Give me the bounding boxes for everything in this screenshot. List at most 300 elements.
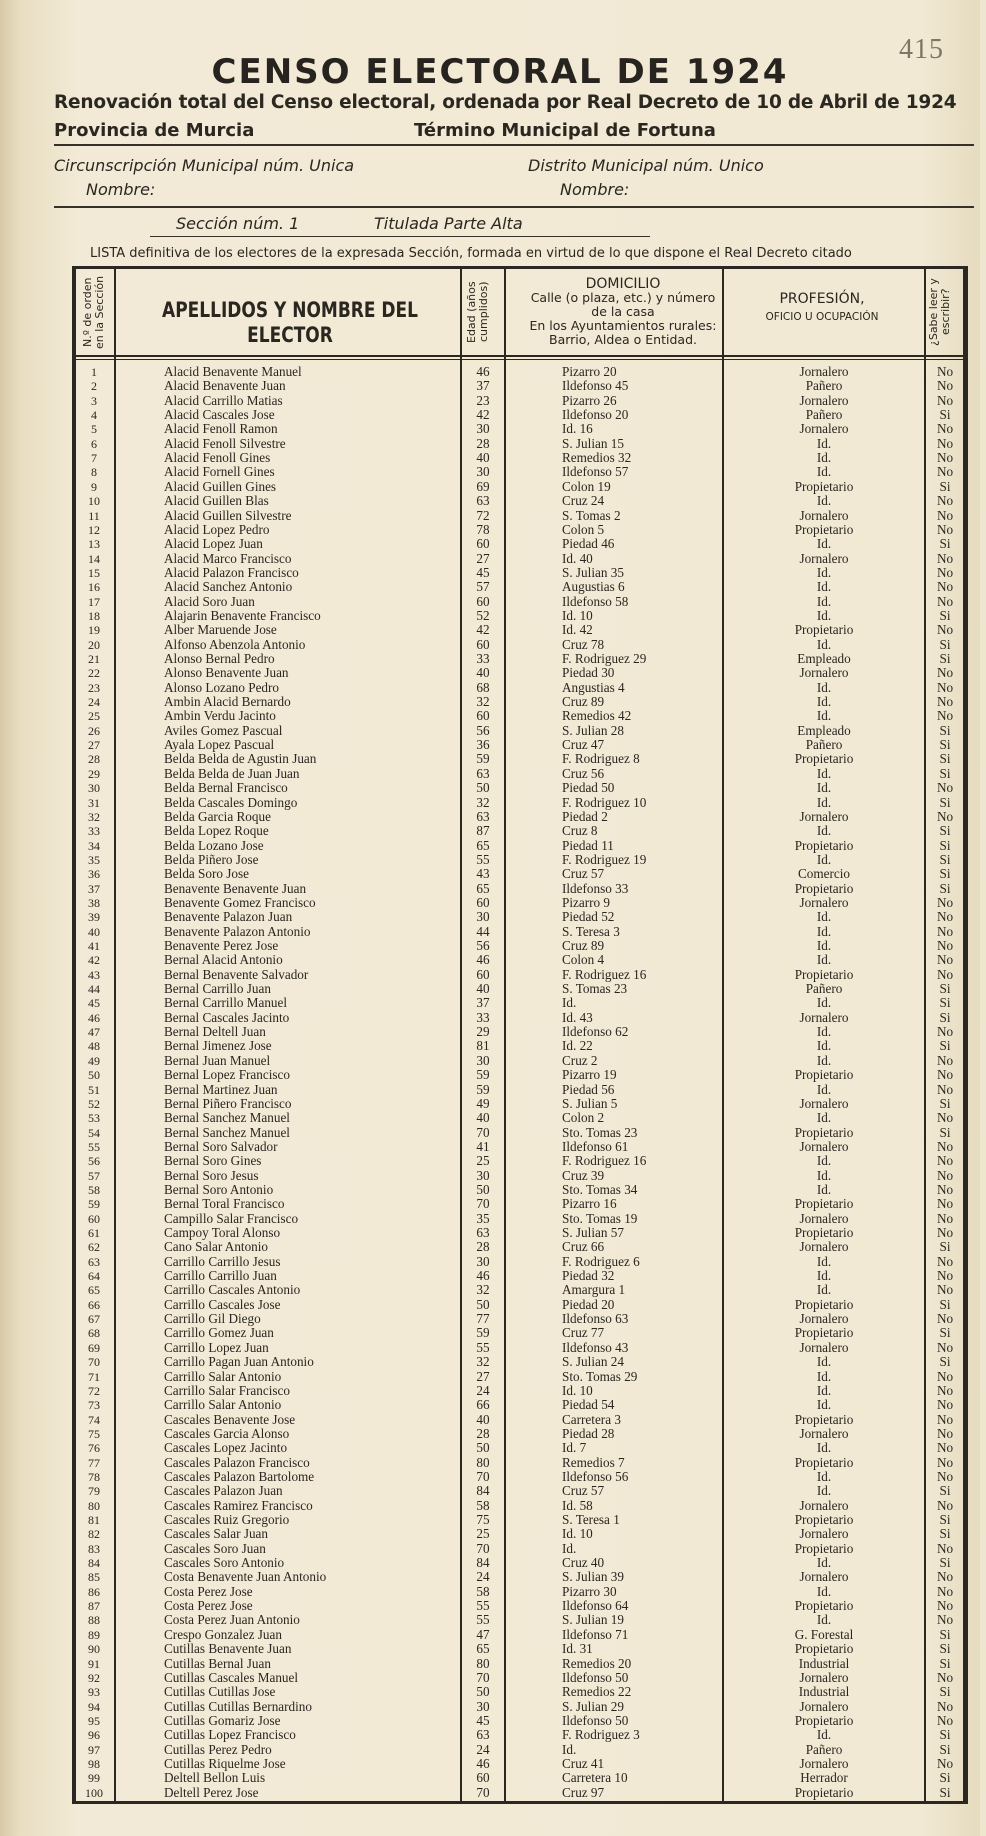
row-number: 29 [88,766,100,781]
table-row [76,1628,963,1642]
row-number: 59 [88,1197,100,1212]
row-number: 33 [88,824,100,839]
row-number: 13 [88,537,100,552]
elector-domicilio: F. Rodriguez 8 [562,751,640,767]
table-row [76,1427,963,1441]
table-row [76,1585,963,1599]
row-number: 17 [88,594,100,609]
elector-age: 32 [476,1282,490,1298]
elector-domicilio: S. Julian 57 [562,1225,624,1240]
table-row [76,953,963,967]
elector-sabe-leer: No [936,521,954,537]
elector-name: Carrillo Salar Antonio [164,1397,282,1413]
elector-age: 60 [476,966,490,982]
elector-profesion: Industrial [798,1684,850,1700]
header-domicilio-title: DOMICILIO [585,276,661,292]
elector-age: 45 [476,564,490,580]
elector-age: 36 [476,737,490,753]
elector-sabe-leer: No [936,1440,954,1456]
row-number: 42 [88,953,100,968]
elector-domicilio: Cruz 57 [562,1483,605,1499]
elector-name: Bernal Jimenez Jose [164,1038,272,1054]
table-row [76,1771,963,1785]
divider [150,236,650,237]
table-row [76,1613,963,1627]
table-row [76,910,963,924]
elector-age: 25 [476,1153,490,1169]
elector-name: Cutillas Perez Pedro [164,1741,272,1757]
row-number: 85 [88,1570,100,1585]
elector-domicilio: Cruz 39 [562,1167,605,1183]
elector-sabe-leer: Si [939,1641,951,1657]
elector-name: Carrillo Cascales Antonio [164,1282,301,1298]
elector-age: 70 [476,1669,490,1685]
row-number: 5 [91,422,97,437]
elector-domicilio: Cruz 41 [562,1755,605,1771]
elector-age: 77 [476,1311,490,1327]
elector-domicilio: Sto. Tomas 29 [562,1368,638,1384]
elector-name: Bernal Lopez Francisco [164,1067,290,1083]
elector-profesion: Id. [816,1727,832,1743]
elector-age: 55 [476,851,490,867]
elector-profesion: Propietario [794,1225,854,1240]
elector-domicilio: Sto. Tomas 19 [562,1210,638,1226]
elector-profesion: Jornalero [799,1009,849,1025]
elector-profesion: Id. [816,579,832,595]
elector-domicilio: F. Rodriguez 3 [562,1727,640,1743]
row-number: 69 [88,1340,100,1355]
row-number: 25 [88,709,100,724]
elector-domicilio: F. Rodriguez 16 [562,966,647,982]
elector-domicilio: Id. 58 [562,1497,593,1513]
elector-age: 72 [476,507,490,523]
table-row [76,1039,963,1053]
elector-profesion: Id. [816,995,832,1011]
row-number: 89 [88,1627,100,1642]
elector-name: Carrillo Carrillo Jesus [164,1253,281,1269]
elector-profesion: Id. [816,780,832,796]
row-number: 66 [88,1297,100,1312]
row-number: 38 [88,895,100,910]
row-number: 9 [91,479,97,494]
elector-age: 40 [476,1411,490,1427]
elector-name: Alacid Cascales Jose [164,407,275,423]
elector-domicilio: Sto. Tomas 23 [562,1124,638,1140]
elector-sabe-leer: No [936,364,954,379]
elector-name: Bernal Cascales Jacinto [164,1009,290,1025]
elector-age: 87 [476,823,490,839]
row-number: 73 [88,1398,100,1413]
row-number: 2 [91,379,97,394]
elector-profesion: Id. [816,536,832,552]
elector-domicilio: Piedad 46 [562,536,615,552]
province-line [54,120,974,146]
provincia: Provincia de Murcia [54,120,255,141]
elector-domicilio: S. Julian 19 [562,1612,624,1628]
elector-age: 37 [476,995,490,1011]
table-row [76,1212,963,1226]
elector-domicilio: Id. 43 [562,1009,593,1025]
elector-profesion: Jornalero [799,894,849,910]
row-number: 55 [88,1139,100,1154]
elector-age: 63 [476,808,490,824]
row-number: 3 [91,393,97,408]
elector-domicilio: Ildefonso 50 [562,1712,629,1728]
elector-domicilio: Cruz 57 [562,866,605,882]
elector-domicilio: Remedios 20 [562,1655,632,1671]
elector-domicilio: Ildefonso 64 [562,1598,629,1614]
elector-name: Aviles Gomez Pascual [164,722,283,738]
table-row [76,1197,963,1211]
table-row [76,1456,963,1470]
elector-profesion: Propietario [794,521,854,537]
elector-age: 57 [476,579,490,595]
table-row [76,853,963,867]
elector-sabe-leer: Si [939,1483,951,1499]
elector-domicilio: Id. [562,995,577,1011]
table-row [76,652,963,666]
elector-domicilio: Cruz 56 [562,765,605,781]
row-number: 67 [88,1312,100,1327]
table-row [76,1326,963,1340]
elector-sabe-leer: Si [939,981,951,997]
elector-name: Alacid Lopez Juan [164,536,263,552]
header-domicilio-sub: Calle (o plaza, etc.) y número de la casa [530,290,716,319]
table-row [76,1025,963,1039]
elector-sabe-leer: No [936,493,954,509]
elector-domicilio: Ildefonso 50 [562,1669,629,1685]
row-number: 50 [88,1068,100,1083]
elector-sabe-leer: No [936,1712,954,1728]
elector-name: Belda Piñero Jose [164,851,259,867]
elector-domicilio: Id. 7 [562,1440,587,1456]
elector-name: Bernal Soro Gines [164,1153,262,1169]
table-row [76,1384,963,1398]
elector-profesion: Propietario [794,880,854,896]
elector-domicilio: Cruz 89 [562,694,605,710]
table-row [76,839,963,853]
elector-domicilio: Colon 2 [562,1110,605,1126]
row-number: 51 [88,1082,100,1097]
elector-sabe-leer: No [936,1669,954,1685]
elector-sabe-leer: Si [939,1526,951,1542]
elector-sabe-leer: Si [939,851,951,867]
elector-profesion: Id. [816,923,832,939]
elector-age: 59 [476,1325,490,1341]
elector-sabe-leer: No [936,679,954,695]
titulada: Titulada Parte Alta [374,214,523,233]
elector-name: Bernal Juan Manuel [164,1052,271,1068]
elector-domicilio: Ildefonso 43 [562,1339,629,1355]
elector-profesion: Id. [816,1440,832,1456]
elector-domicilio: Cruz 2 [562,1052,598,1068]
elector-sabe-leer: No [936,1067,954,1083]
elector-sabe-leer: No [936,708,954,724]
elector-domicilio: Id. 31 [562,1641,593,1657]
row-number: 95 [88,1713,100,1728]
row-number: 21 [88,652,100,666]
elector-name: Bernal Toral Francisco [164,1196,285,1212]
elector-profesion: Id. [816,1468,832,1484]
elector-profesion: Id. [816,1354,832,1370]
elector-sabe-leer: No [936,1210,954,1226]
elector-name: Ambin Alacid Bernardo [164,694,291,710]
row-number: 70 [88,1355,100,1370]
elector-profesion: Propietario [794,751,854,767]
elector-profesion: Jornalero [799,1755,849,1771]
elector-profesion: Propietario [794,478,854,494]
elector-sabe-leer: No [936,1411,954,1427]
elector-sabe-leer: No [936,952,954,968]
elector-sabe-leer: No [936,1468,954,1484]
elector-age: 50 [476,1440,490,1456]
elector-sabe-leer: No [936,938,954,953]
elector-profesion: Id. [816,607,832,623]
elector-age: 80 [476,1655,490,1671]
elector-domicilio: Id. 10 [562,607,593,623]
elector-domicilio: Pizarro 9 [562,894,610,910]
elector-name: Alacid Fenoll Ramon [164,421,278,437]
elector-domicilio: S. Julian 5 [562,1095,618,1111]
elector-profesion: Propietario [794,1512,854,1527]
elector-age: 59 [476,1081,490,1097]
elector-sabe-leer: No [936,1225,954,1240]
elector-name: Cascales Lopez Jacinto [164,1440,288,1456]
elector-sabe-leer: Si [939,1239,951,1255]
elector-domicilio: Cruz 8 [562,823,598,839]
header-rule [76,355,963,357]
elector-domicilio: S. Julian 24 [562,1354,624,1370]
elector-domicilio: Cruz 89 [562,938,605,953]
elector-profesion: Id. [816,823,832,839]
row-number: 78 [88,1469,100,1484]
table-row [76,1255,963,1269]
row-number: 20 [88,637,100,652]
elector-sabe-leer: Si [939,1784,951,1800]
elector-profesion: Pañero [805,981,843,997]
row-number: 49 [88,1053,100,1068]
elector-profesion: Propietario [794,1641,854,1657]
elector-age: 28 [476,1425,490,1441]
table-row [76,480,963,494]
elector-domicilio: S. Julian 28 [562,722,624,738]
elector-sabe-leer: No [936,808,954,824]
elector-age: 40 [476,981,490,997]
distrito: Distrito Municipal núm. Unico [528,156,764,175]
elector-sabe-leer: Si [939,636,951,652]
table-row [76,1484,963,1498]
table-row [76,623,963,637]
table-row [76,1757,963,1771]
row-number: 61 [88,1226,100,1240]
nombre-label-left: Nombre: [86,180,156,199]
elector-sabe-leer: No [936,1253,954,1269]
elector-sabe-leer: Si [939,794,951,810]
elector-age: 60 [476,894,490,910]
lista-text: LISTA definitiva de los electores de la expresada Sección, formada en virtud de lo que dispone el Real Decreto citado [90,246,852,261]
elector-age: 45 [476,1712,490,1728]
elector-age: 59 [476,751,490,767]
table-row [76,1700,963,1714]
elector-age: 84 [476,1483,490,1499]
elector-sabe-leer: No [936,1196,954,1212]
elector-profesion: Jornalero [799,507,849,523]
elector-age: 63 [476,765,490,781]
elector-name: Cascales Ruiz Gregorio [164,1512,290,1527]
elector-sabe-leer: No [936,1540,954,1556]
table-row [76,810,963,824]
elector-age: 55 [476,1339,490,1355]
elector-profesion: Propietario [794,1325,854,1341]
elector-profesion: G. Forestal [794,1626,854,1642]
elector-sabe-leer: Si [939,407,951,423]
elector-age: 24 [476,1382,490,1398]
elector-name: Belda Soro Jose [164,866,249,882]
elector-profesion: Id. [816,636,832,652]
elector-domicilio: Piedad 52 [562,909,615,925]
table-row [76,1341,963,1355]
elector-sabe-leer: No [936,1282,954,1298]
elector-age: 32 [476,694,490,710]
elector-domicilio: Id. 22 [562,1038,593,1054]
elector-domicilio: S. Teresa 1 [562,1512,620,1527]
elector-sabe-leer: No [936,1081,954,1097]
elector-sabe-leer: Si [939,1727,951,1743]
row-number: 36 [88,867,100,882]
elector-profesion: Propietario [794,1411,854,1427]
elector-profesion: Id. [816,679,832,695]
elector-sabe-leer: No [936,1755,954,1771]
elector-name: Benavente Palazon Antonio [164,923,311,939]
elector-name: Belda Cascales Domingo [164,794,298,810]
elector-age: 46 [476,952,490,968]
row-number: 46 [88,1010,100,1025]
page-title: CENSO ELECTORAL DE 1924 [211,52,789,92]
elector-name: Belda Belda de Juan Juan [164,765,300,781]
elector-profesion: Id. [816,794,832,810]
elector-profesion: Id. [816,1081,832,1097]
row-number: 23 [88,680,100,695]
elector-sabe-leer: No [936,464,954,480]
elector-sabe-leer: No [936,1024,954,1040]
elector-profesion: Id. [816,1181,832,1197]
elector-domicilio: Pizarro 19 [562,1067,617,1083]
row-number: 30 [88,781,100,796]
elector-domicilio: Sto. Tomas 34 [562,1181,638,1197]
book-binding [0,0,21,1836]
elector-name: Crespo Gonzalez Juan [164,1626,282,1642]
table-row [76,609,963,623]
census-page [20,0,980,1836]
elector-sabe-leer: No [936,1569,954,1585]
elector-name: Carrillo Gomez Juan [164,1325,274,1341]
row-number: 84 [88,1556,100,1571]
elector-sabe-leer: Si [939,765,951,781]
elector-profesion: Id. [816,1253,832,1269]
elector-profesion: Jornalero [799,1526,849,1542]
row-number: 56 [88,1154,100,1169]
elector-age: 78 [476,521,490,537]
elector-profesion: Id. [816,1167,832,1183]
table-row [76,1714,963,1728]
circunscripcion: Circunscripción Municipal núm. Unica [54,156,355,175]
elector-age: 30 [476,909,490,925]
elector-name: Cutillas Cutillas Jose [164,1684,276,1700]
elector-sabe-leer: No [936,1598,954,1614]
elector-name: Alacid Lopez Pedro [164,521,270,537]
table-row [76,408,963,422]
elector-domicilio: Piedad 20 [562,1296,615,1312]
elector-profesion: Jornalero [799,1239,849,1255]
table-row [76,882,963,896]
elector-domicilio: Colon 5 [562,521,605,537]
row-number: 39 [88,910,100,925]
elector-age: 81 [476,1038,490,1054]
elector-name: Cascales Ramirez Francisco [164,1497,313,1513]
elector-age: 63 [476,1225,490,1240]
elector-name: Bernal Soro Jesus [164,1167,259,1183]
table-row [76,709,963,723]
elector-sabe-leer: No [936,780,954,796]
elector-name: Alacid Benavente Juan [164,378,286,394]
table-row [76,1413,963,1427]
elector-domicilio: Remedios 32 [562,450,632,466]
elector-sabe-leer: No [936,435,954,451]
table-row [76,1298,963,1312]
elector-age: 42 [476,622,490,638]
row-number: 19 [88,623,100,638]
row-number: 48 [88,1039,100,1054]
elector-profesion: Empleado [797,651,851,666]
elector-name: Alacid Fornell Gines [164,464,275,480]
elector-domicilio: F. Rodriguez 6 [562,1253,640,1269]
elector-profesion: Jornalero [799,550,849,566]
elector-age: 24 [476,1741,490,1757]
row-number: 11 [88,508,100,523]
elector-name: Deltell Perez Jose [164,1784,259,1800]
elector-profesion: Id. [816,1483,832,1499]
elector-domicilio: Ildefonso 33 [562,880,629,896]
elector-domicilio: Piedad 56 [562,1081,615,1097]
elector-domicilio: Piedad 11 [562,837,614,853]
table-row [76,968,963,982]
elector-domicilio: Remedios 22 [562,1684,632,1700]
elector-name: Cutillas Benavente Juan [164,1641,292,1657]
elector-age: 28 [476,1239,490,1255]
elector-age: 63 [476,1727,490,1743]
header-read: ¿Sabe leer y escribir? [927,278,952,346]
elector-name: Belda Lozano Jose [164,837,264,853]
table-row [76,465,963,479]
header-profesion [726,291,918,323]
elector-domicilio: Piedad 30 [562,665,615,681]
elector-profesion: Pañero [805,378,843,394]
elector-name: Cascales Soro Juan [164,1540,266,1556]
elector-domicilio: F. Rodriguez 10 [562,794,647,810]
elector-age: 29 [476,1024,490,1040]
table-row [76,867,963,881]
elector-age: 50 [476,780,490,796]
elector-domicilio: Id. 10 [562,1526,593,1542]
header-name: APELLIDOS Y NOMBRE DEL ELECTOR [162,298,418,348]
row-number: 53 [88,1111,100,1126]
elector-profesion: Jornalero [799,808,849,824]
table-row [76,1671,963,1685]
elector-domicilio: F. Rodriguez 16 [562,1153,647,1169]
table-row [76,781,963,795]
elector-sabe-leer: No [936,579,954,595]
table-row [76,1556,963,1570]
